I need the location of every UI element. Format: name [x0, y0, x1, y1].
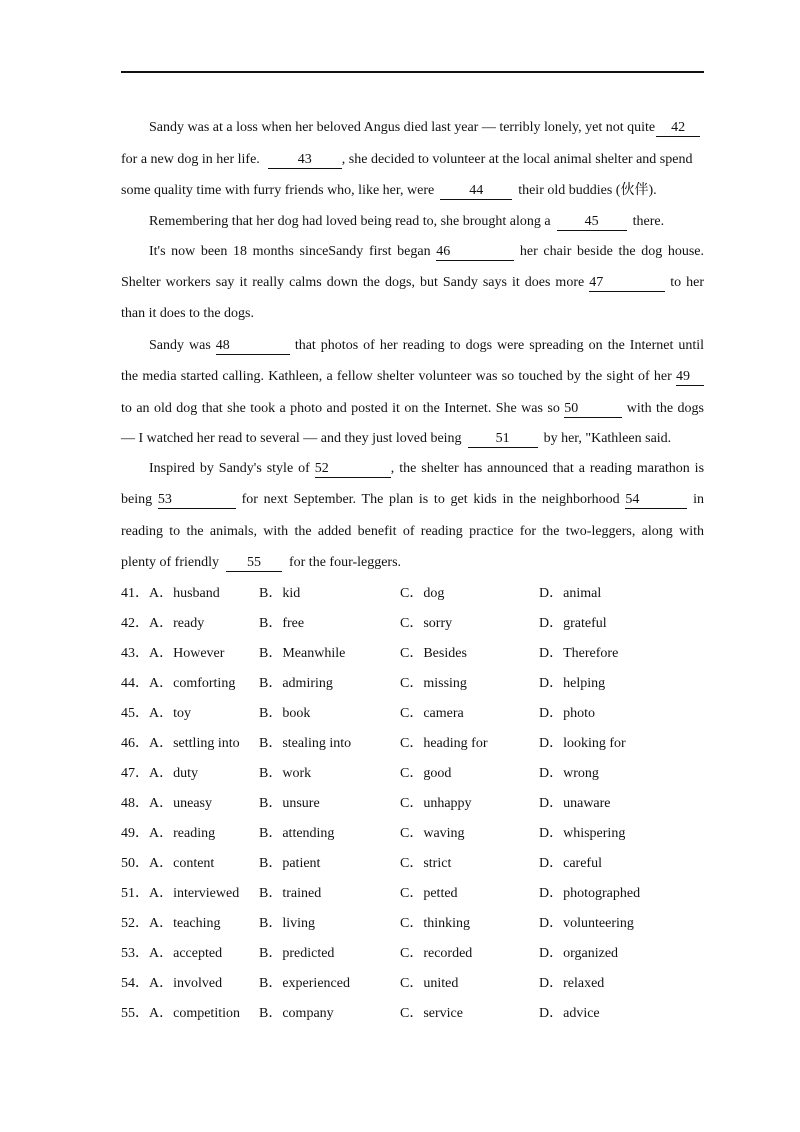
option-d: D．helping	[539, 676, 606, 691]
passage-line	[121, 144, 704, 176]
question-row	[121, 699, 721, 729]
option-d: D．photo	[539, 706, 595, 721]
blank-49: 49	[676, 369, 704, 386]
blank-44: 44	[440, 183, 512, 200]
passage-text: being	[121, 492, 153, 507]
blank-51: 51	[468, 431, 538, 448]
blank-50: 50	[564, 401, 622, 418]
passage-line	[121, 330, 704, 362]
blank-43: 43	[268, 152, 342, 169]
passage-text: plenty of friendly	[121, 555, 219, 570]
question-row	[121, 819, 721, 849]
option-d: D．looking for	[539, 736, 626, 751]
passage-line	[121, 516, 704, 548]
option-a: A．settling into	[149, 736, 240, 751]
option-d: D．organized	[539, 946, 619, 961]
option-d: D．careful	[539, 856, 602, 871]
header-rule	[121, 71, 704, 73]
option-a: A．duty	[149, 766, 198, 781]
option-d: D．animal	[539, 586, 602, 601]
passage-text: reading to the animals, with the added benefit of reading practice for the two-leggers, along with	[121, 523, 704, 539]
question-row	[121, 669, 721, 699]
question-number: 50．	[121, 856, 149, 871]
option-a: A．competition	[149, 1006, 240, 1021]
option-b: B．patient	[259, 856, 321, 871]
option-c: C．petted	[400, 886, 458, 901]
question-number: 48．	[121, 796, 149, 811]
question-row	[121, 759, 721, 789]
question-number: 46．	[121, 736, 149, 751]
question-row	[121, 789, 721, 819]
passage-line	[121, 112, 704, 144]
passage-line	[121, 393, 704, 425]
question-row	[121, 969, 721, 999]
option-a: A．teaching	[149, 916, 221, 931]
question-number: 55．	[121, 1006, 149, 1021]
option-d: D．grateful	[539, 616, 607, 631]
option-a: A．interviewed	[149, 886, 240, 901]
passage-line	[121, 484, 704, 516]
passage-line	[121, 361, 704, 393]
option-b: B．kid	[259, 586, 301, 601]
question-row	[121, 729, 721, 759]
passage-text: , the shelter has announced that a reading marathon is	[390, 461, 705, 476]
option-d: D．whispering	[539, 826, 626, 841]
passage-text: Sandy was at a loss when her beloved Angus died last year — terribly lonely, yet not quite	[149, 120, 656, 135]
question-row	[121, 909, 721, 939]
question-number: 54．	[121, 976, 149, 991]
passage-line	[121, 237, 704, 267]
passage-text: than it does to the dogs.	[121, 306, 254, 321]
question-row	[121, 639, 721, 669]
option-c: C．service	[400, 1006, 463, 1021]
passage-line	[121, 298, 704, 330]
option-a: A．ready	[149, 616, 205, 631]
option-b: B．Meanwhile	[259, 646, 346, 661]
passage-text: for next September. The plan is to get kids in the neighborhood	[241, 492, 620, 507]
option-a: A．However	[149, 646, 225, 661]
option-a: A．reading	[149, 826, 216, 841]
passage-text: in	[693, 492, 705, 507]
option-b: B．admiring	[259, 676, 333, 691]
passage-text: — I watched her read to several — and they just loved being	[121, 431, 462, 446]
cloze-passage	[121, 112, 704, 579]
option-d: D．volunteering	[539, 916, 634, 931]
blank-55: 55	[226, 555, 282, 572]
passage-text: Inspired by Sandy's style of	[149, 461, 310, 476]
passage-line	[121, 175, 704, 207]
blank-47: 47	[589, 275, 665, 292]
passage-text: some quality time with furry friends who, like her, were	[121, 183, 435, 198]
question-number: 47．	[121, 766, 149, 781]
passage-text: for the four-leggers.	[288, 555, 402, 570]
passage-text: by her, "Kathleen said.	[543, 431, 672, 446]
question-number: 45．	[121, 706, 149, 721]
blank-54: 54	[625, 492, 687, 509]
blank-48: 48	[216, 338, 290, 355]
blank-53: 53	[158, 492, 236, 509]
question-number: 44．	[121, 676, 149, 691]
option-d: D．wrong	[539, 766, 599, 781]
passage-text: Shelter workers say it really calms down the dogs, but Sandy says it does more	[121, 274, 585, 290]
option-b: B．company	[259, 1006, 334, 1021]
option-b: B．free	[259, 616, 305, 631]
passage-text: there.	[632, 213, 665, 229]
option-c: C．united	[400, 976, 459, 991]
passage-text: to an old dog that she took a photo and posted it on the Internet. She was so	[121, 400, 560, 416]
passage-text: for a new dog in her life.	[121, 151, 260, 167]
option-c: C．good	[400, 766, 452, 781]
option-b: B．unsure	[259, 796, 320, 811]
passage-text: the media started calling. Kathleen, a fellow shelter volunteer was so touched by the sight of her	[121, 369, 672, 384]
option-c: C．camera	[400, 706, 464, 721]
option-d: D．Therefore	[539, 646, 619, 661]
passage-line	[121, 424, 704, 454]
passage-text: Sandy was	[149, 337, 211, 353]
option-a: A．husband	[149, 586, 220, 601]
question-row	[121, 939, 721, 969]
option-a: A．uneasy	[149, 796, 212, 811]
option-c: C．missing	[400, 676, 467, 691]
question-number: 51．	[121, 886, 149, 901]
option-c: C．Besides	[400, 646, 467, 661]
option-a: A．toy	[149, 706, 191, 721]
option-a: A．comforting	[149, 676, 236, 691]
blank-45: 45	[557, 214, 627, 231]
option-c: C．strict	[400, 856, 452, 871]
question-number: 43．	[121, 646, 149, 661]
question-row	[121, 849, 721, 879]
option-c: C．unhappy	[400, 796, 472, 811]
option-b: B．living	[259, 916, 316, 931]
option-d: D．relaxed	[539, 976, 605, 991]
passage-line	[121, 207, 704, 237]
option-b: B．experienced	[259, 976, 350, 991]
question-row	[121, 609, 721, 639]
blank-46: 46	[436, 244, 514, 261]
option-b: B．predicted	[259, 946, 335, 961]
question-number: 41．	[121, 586, 149, 601]
option-a: A．content	[149, 856, 215, 871]
blank-52: 52	[315, 461, 391, 478]
option-b: B．work	[259, 766, 312, 781]
question-number: 49．	[121, 826, 149, 841]
option-d: D．photographed	[539, 886, 641, 901]
option-b: B．book	[259, 706, 311, 721]
blank-42: 42	[656, 120, 700, 137]
passage-line	[121, 547, 704, 579]
question-number: 52．	[121, 916, 149, 931]
passage-text: with the dogs	[626, 400, 705, 416]
passage-text: It's now been 18 months sinceSandy first began	[149, 243, 431, 259]
option-c: C．heading for	[400, 736, 488, 751]
option-b: B．stealing into	[259, 736, 352, 751]
passage-line	[121, 454, 704, 484]
passage-text: , she decided to volunteer at the local animal shelter and spend	[341, 151, 693, 167]
option-a: A．accepted	[149, 946, 223, 961]
option-c: C．sorry	[400, 616, 453, 631]
option-c: C．waving	[400, 826, 465, 841]
option-b: B．attending	[259, 826, 335, 841]
question-row	[121, 879, 721, 909]
question-number: 53．	[121, 946, 149, 961]
option-a: A．involved	[149, 976, 223, 991]
option-d: D．advice	[539, 1006, 600, 1021]
option-c: C．dog	[400, 586, 445, 601]
option-b: B．trained	[259, 886, 322, 901]
passage-line	[121, 267, 704, 299]
question-number: 42．	[121, 616, 149, 631]
passage-text: Remembering that her dog had loved being read to, she brought along a	[149, 213, 551, 229]
passage-text: her chair beside the dog house.	[519, 243, 705, 259]
question-row	[121, 999, 721, 1029]
passage-text: that photos of her reading to dogs were spreading on the Internet until	[294, 337, 705, 353]
passage-text: to her	[670, 274, 705, 290]
option-d: D．unaware	[539, 796, 611, 811]
option-c: C．thinking	[400, 916, 471, 931]
passage-text: their old buddies (伙伴).	[518, 183, 657, 198]
question-row	[121, 579, 721, 609]
option-c: C．recorded	[400, 946, 473, 961]
